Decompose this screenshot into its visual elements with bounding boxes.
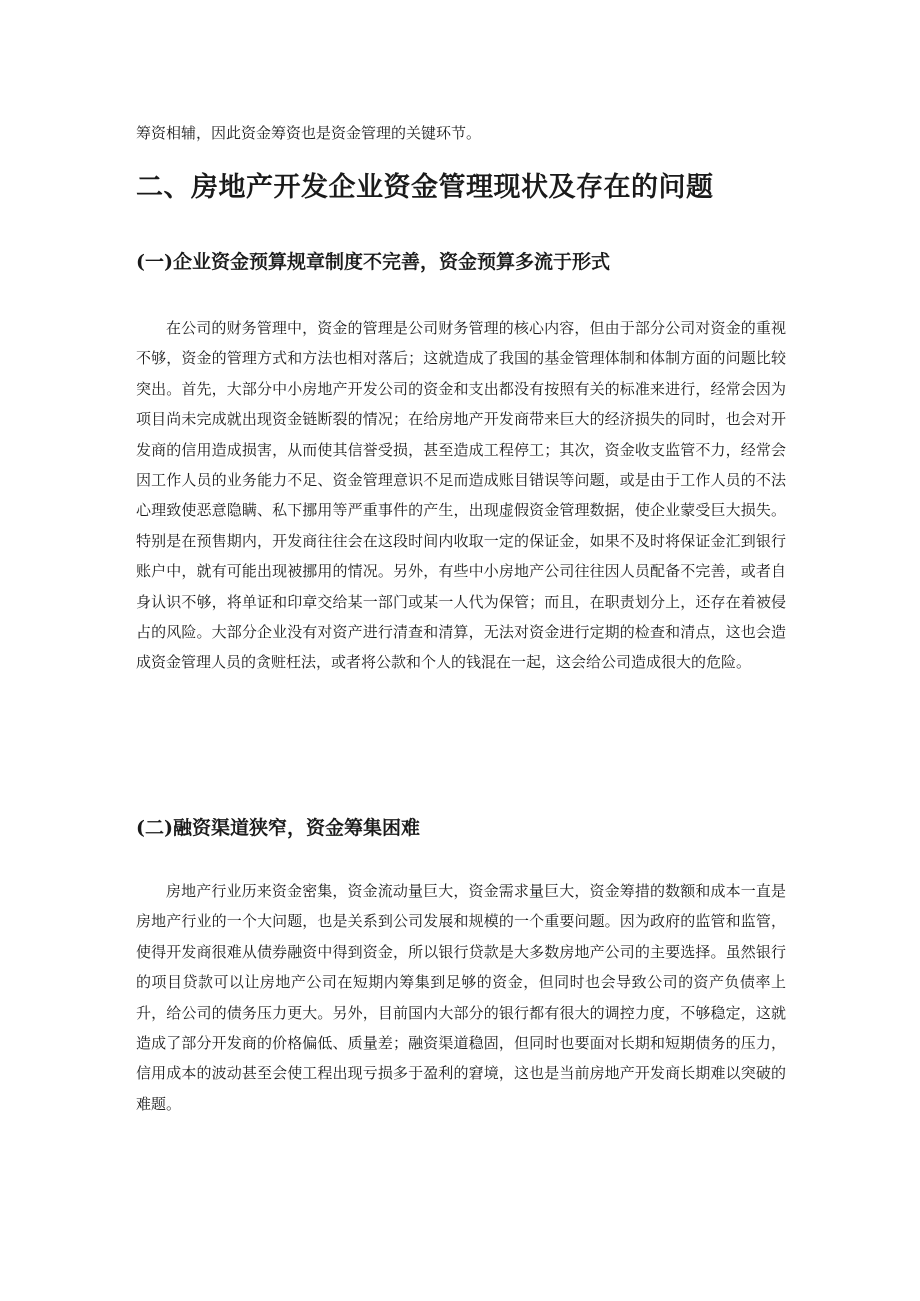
body-paragraph-1: 在公司的财务管理中，资金的管理是公司财务管理的核心内容，但由于部分公司对资金的重视不够，资金的管理方式和方法也相对落后；这就造成了我国的基金管理体制和体制方面的问题比较突出。首先，大部分中小房地产开发公司的资金和支出都没有按照有关的标准来进行，经常会因为项目尚未完成就出现资金链断裂的情况；在给房地产开发商带来巨大的经济损失的同时，也会对开发商的信用造成损害，从而使其信誉受损，甚至造成工程停工；其次，资金收支监管不力，经常会因工作人员的业务能力不足、资金管理意识不足而造成账目错误等问题，或是由于工作人员的不法心理致使恶意隐瞒、私下挪用等严重事件的产生，出现虚假资金管理数据，使企业蒙受巨大损失。特别是在预售期内，开发商往往会在这段时间内收取一定的保证金，如果不及时将保证金汇到银行账户中，就有可能出现被挪用的情况。另外，有些中小房地产公司往往因人员配备不完善，或者自身认识不够，将单证和印章交给某一部门或某一人代为保管；而且，在职责划分上，还存在着被侵占的风险。大部分企业没有对资产进行清查和清算，无法对资金进行定期的检查和清点，这也会造成资金管理人员的贪赃枉法，或者将公款和个人的钱混在一起，这会给公司造成很大的危险。 xyxy=(136,319,786,672)
body-paragraph-2: 房地产行业历来资金密集，资金流动量巨大，资金需求量巨大，资金筹措的数额和成本一直是房地产行业的一个大问题，也是关系到公司发展和规模的一个重要问题。因为政府的监管和监管，使得开发商很难从债券融资中得到资金，所以银行贷款是大多数房地产公司的主要选择。虽然银行的项目贷款可以让房地产公司在短期内筹集到足够的资金，但同时也会导致公司的资产负债率上升，给公司的债务压力更大。另外，目前国内大部分的银行都有很大的调控力度，不够稳定，这就造成了部分开发商的价格偏低、质量差；融资渠道稳固，但同时也要面对长期和短期债务的压力，信用成本的波动甚至会使工程出现亏损多于盈利的窘境，这也是当前房地产开发商长期难以突破的难题。 xyxy=(136,882,786,1113)
section-title: 二、房地产开发企业资金管理现状及存在的问题 xyxy=(136,172,714,203)
subsection-heading-1: (一)企业资金预算规章制度不完善，资金预算多流于形式 xyxy=(136,251,610,273)
intro-line: 筹资相辅，因此资金筹资也是资金管理的关键环节。 xyxy=(136,124,482,142)
subsection-heading-2: (二)融资渠道狭窄，资金筹集困难 xyxy=(136,817,420,839)
